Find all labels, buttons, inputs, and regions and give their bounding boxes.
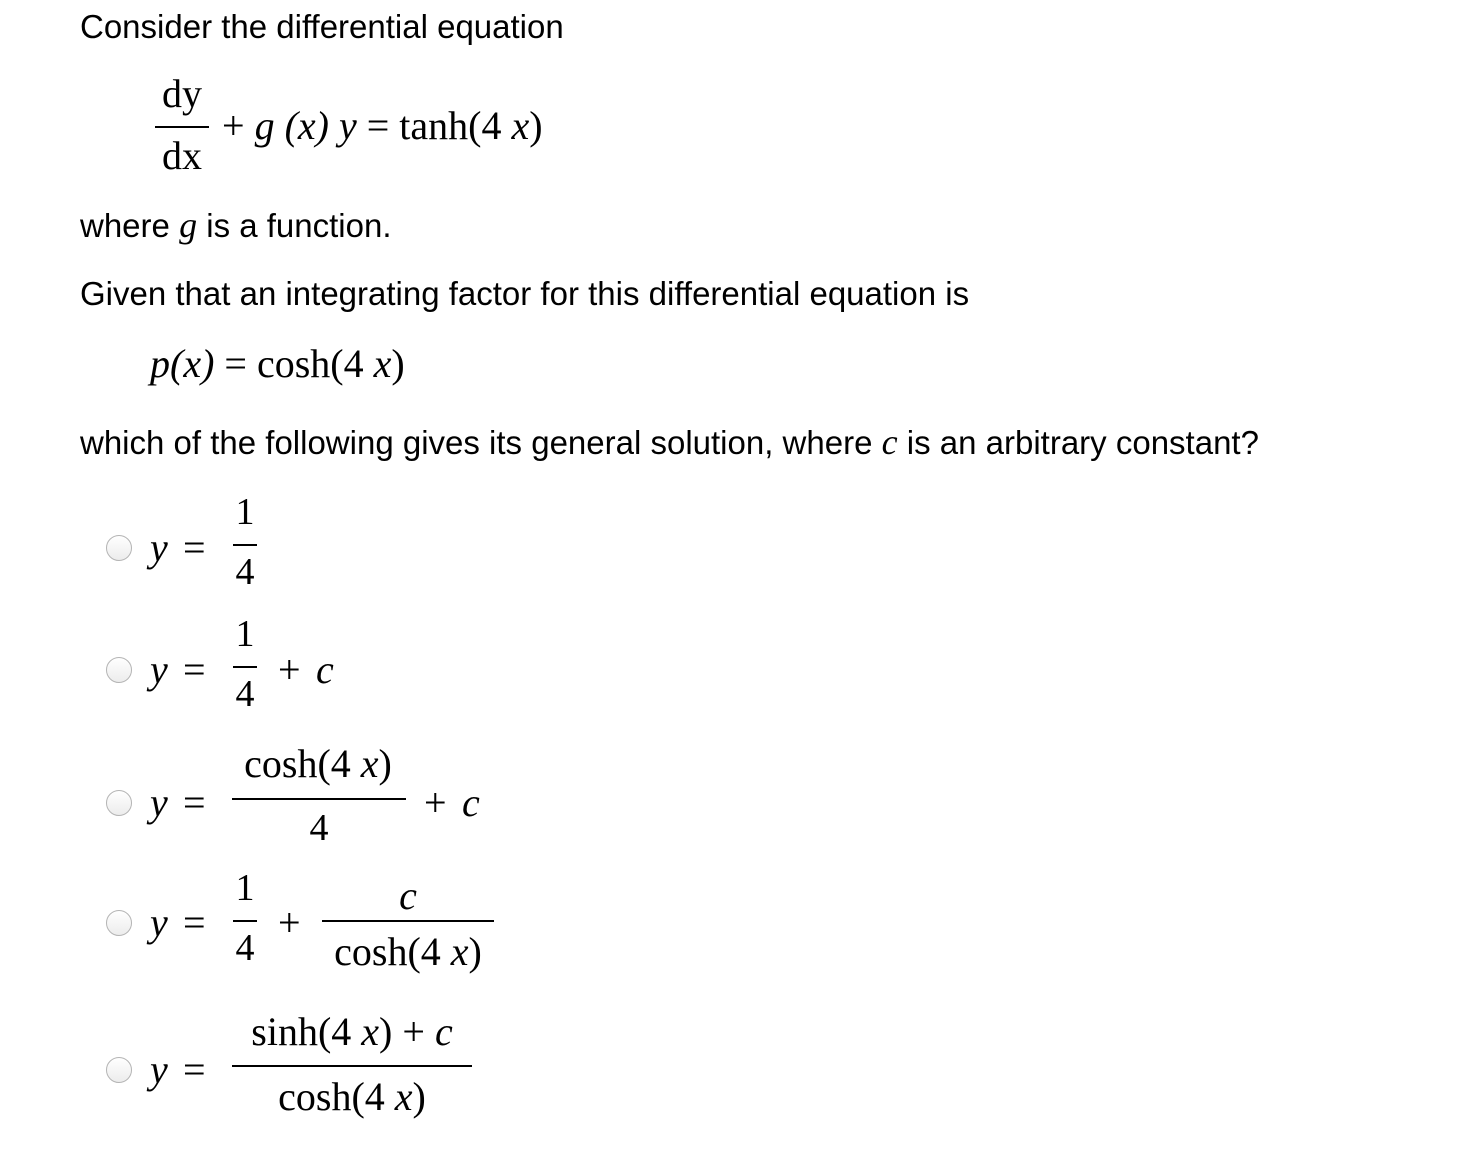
where-text: where g is a function. <box>80 205 392 245</box>
option-2-equals: = <box>183 647 206 692</box>
option-4-denominator-2: cosh(4 x) <box>334 929 482 974</box>
option-4-fraction-bar-2 <box>322 920 494 922</box>
option-3-numerator: cosh(4 x) <box>244 741 392 786</box>
option-4-denominator: 4 <box>235 927 255 969</box>
option-3-fraction-bar <box>232 798 406 800</box>
option-2-plus: + <box>278 647 301 692</box>
option-4-numerator-2: c <box>399 873 417 918</box>
option-4-plus: + <box>278 900 301 945</box>
option-5-equals: = <box>183 1047 206 1092</box>
option-4-fraction-bar <box>233 920 257 922</box>
option-1-numerator: 1 <box>235 491 255 533</box>
option-2-fraction-bar <box>233 666 257 668</box>
option-5-fraction-bar <box>232 1065 472 1067</box>
option-2-constant: c <box>316 647 334 692</box>
option-2-lhs: y <box>150 647 168 692</box>
option-5-radio[interactable] <box>106 1057 132 1083</box>
option-2-numerator: 1 <box>235 613 255 655</box>
ode-fraction-bar <box>155 126 209 128</box>
option-3-lhs: y <box>150 780 168 825</box>
option-3-denominator: 4 <box>309 807 329 849</box>
ode-numerator: dy <box>162 71 202 116</box>
ode-rest: + g (x) y = tanh(4 x) <box>222 103 543 148</box>
integrating-factor: p(x) = cosh(4 x) <box>150 341 405 386</box>
option-4-radio[interactable] <box>106 910 132 936</box>
option-5-denominator: cosh(4 x) <box>278 1074 426 1119</box>
given-text: Given that an integrating factor for this differential equation is <box>80 275 970 312</box>
intro-text: Consider the differential equation <box>80 8 564 45</box>
option-1-radio[interactable] <box>106 535 132 561</box>
ode-denominator: dx <box>162 133 202 178</box>
option-3-plus: + <box>424 780 447 825</box>
option-2-radio[interactable] <box>106 657 132 683</box>
option-5-numerator: sinh(4 x) + c <box>251 1009 453 1054</box>
option-1-lhs: y <box>150 525 168 570</box>
option-4-lhs: y <box>150 900 168 945</box>
option-3-equals: = <box>183 780 206 825</box>
option-1-equals: = <box>183 525 206 570</box>
option-3-radio[interactable] <box>106 790 132 816</box>
option-4-equals: = <box>183 900 206 945</box>
option-1-denominator: 4 <box>235 551 255 593</box>
option-3-constant: c <box>462 780 480 825</box>
option-1-fraction-bar <box>233 544 257 546</box>
option-2-denominator: 4 <box>235 673 255 715</box>
option-5-lhs: y <box>150 1047 168 1092</box>
question-prompt: which of the following gives its general solution, where c is an arbitrary constant? <box>80 422 1259 462</box>
option-4-numerator: 1 <box>235 867 255 909</box>
